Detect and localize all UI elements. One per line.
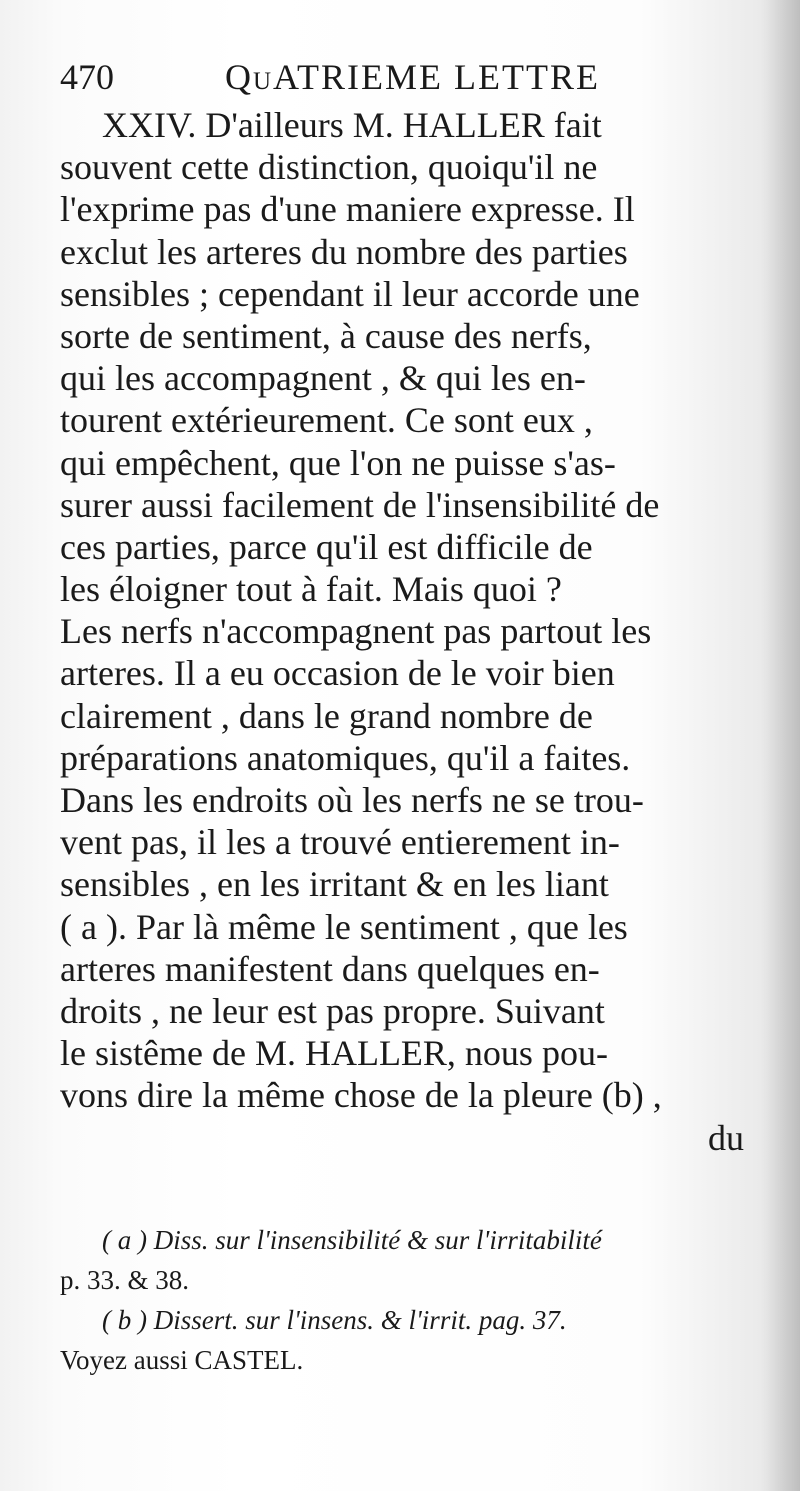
footnote-b-continued: Voyez aussi CASTEL.: [60, 1345, 304, 1375]
text-line: XXIV. D'ailleurs M. HALLER fait: [102, 105, 602, 145]
text-line: souvent cette distinction, quoiqu'il ne: [60, 147, 598, 188]
text-line: qui les accompagnent , & qui les en-: [60, 358, 586, 399]
text-line: le sistême de M. HALLER, nous pou-: [60, 1033, 608, 1074]
text-line: tourent extérieurement. Ce sont eux ,: [60, 400, 593, 441]
body-text: [60, 104, 750, 1159]
text-line: vent pas, il les a trouvé entierement in-: [60, 822, 620, 863]
text-line: ( a ). Par là même le sentiment , que les: [60, 906, 628, 947]
text-line: arteres. Il a eu occasion de le voir bien: [60, 653, 615, 694]
text-line: sensibles , en les irritant & en les liant: [60, 864, 609, 905]
page-edge-shadow: [760, 0, 800, 1491]
text-line: arteres manifestent dans quelques en-: [60, 948, 600, 989]
text-line: l'exprime pas d'une maniere expresse. Il: [60, 189, 635, 230]
footnote-b: ( b ) Dissert. sur l'insens. & l'irrit. pag. 37.: [102, 1305, 567, 1335]
text-line: surer aussi facilement de l'insensibilité de: [60, 484, 660, 525]
text-line: exclut les arteres du nombre des parties: [60, 231, 628, 272]
text-line: sensibles ; cependant il leur accorde une: [60, 273, 640, 314]
footnotes: [60, 1220, 760, 1380]
text-line: vons dire la même chose de la pleure (b) ,: [60, 1075, 662, 1116]
text-line: Les nerfs n'accompagnent pas partout les: [60, 611, 652, 652]
footnote-a-continued: p. 33. & 38.: [60, 1265, 190, 1295]
text-line: droits , ne leur est pas propre. Suivant: [60, 990, 605, 1031]
text-line: qui empêchent, que l'on ne puisse s'as-: [60, 442, 616, 483]
text-line: clairement , dans le grand nombre de: [60, 695, 593, 736]
text-line: préparations anatomiques, qu'il a faites.: [60, 737, 631, 778]
text-line: sorte de sentiment, à cause des nerfs,: [60, 315, 592, 356]
catchword: du: [708, 1117, 744, 1158]
text-line: Dans les endroits où les nerfs ne se trou-: [60, 780, 644, 820]
footnote-a: ( a ) Diss. sur l'insensibilité & sur l'irritabilité: [102, 1225, 602, 1255]
text-line: les éloigner tout à fait. Mais quoi ?: [60, 569, 562, 610]
running-title: QuATRIEME LETTRE: [225, 57, 601, 97]
running-head: [60, 52, 760, 102]
text-line: ces parties, parce qu'il est difficile de: [60, 526, 593, 567]
page-number: 470: [60, 57, 114, 97]
